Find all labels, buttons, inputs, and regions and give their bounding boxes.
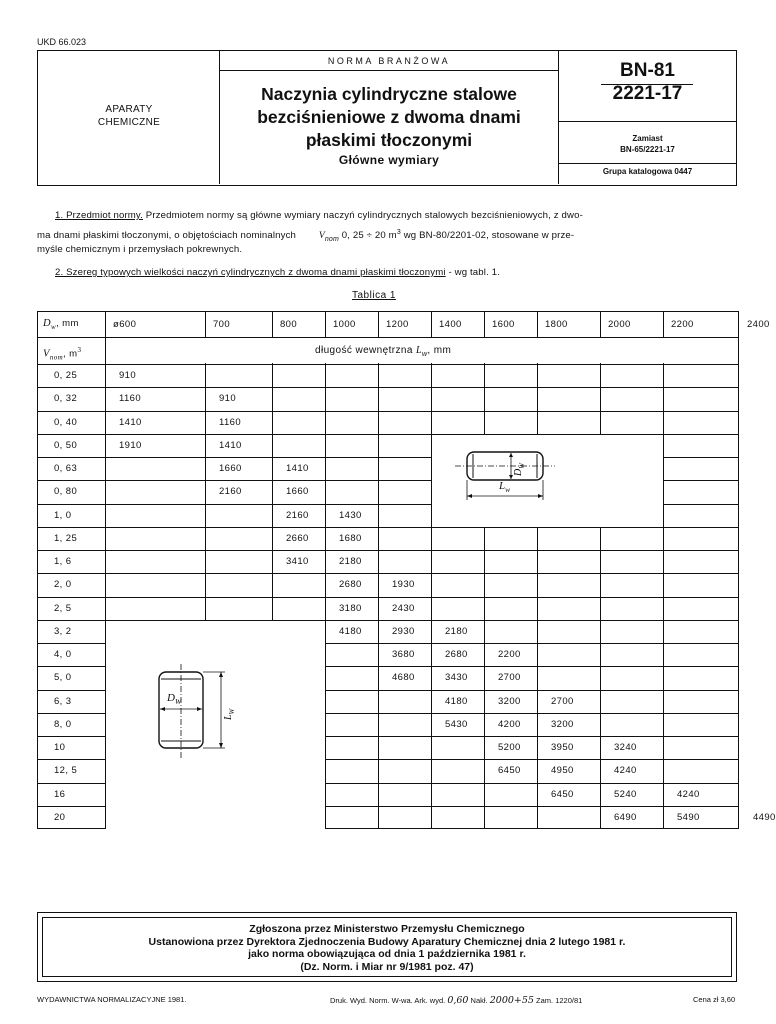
header-left-column	[38, 51, 220, 184]
diameter-unit: , mm	[56, 318, 79, 329]
length-value: 6450	[498, 765, 521, 777]
diameter-value-0: ø600	[113, 319, 137, 330]
approval-line-1: Zgłoszona przez Ministerstwo Przemysłu Chemicznego	[249, 923, 525, 935]
volume-value: 1, 0	[54, 509, 72, 521]
length-value: 3180	[339, 602, 362, 614]
diameter-value-1: 700	[213, 319, 231, 330]
length-value: 5200	[498, 742, 521, 753]
diameter-value-7: 1800	[545, 319, 568, 330]
row-divider	[37, 597, 739, 598]
length-value: 3680	[392, 649, 415, 660]
length-value: 4180	[339, 625, 362, 637]
print-info-text: Nakł.	[468, 996, 490, 1005]
volume-header	[43, 344, 81, 364]
length-value: 2180	[445, 625, 468, 637]
column-divider	[431, 311, 432, 829]
volume-value: 12, 5	[54, 765, 78, 777]
length-header-label	[315, 345, 451, 358]
header-box	[37, 50, 737, 186]
paragraph-text: Przedmiotem normy są główne wymiary naczyń cylindrycznych stalowych bezciśnieniowych, z dwo-	[142, 210, 583, 221]
figure2-diameter-label	[167, 692, 181, 706]
row-divider	[37, 411, 739, 412]
volume-value: 2, 5	[54, 602, 72, 614]
length-value: 1410	[286, 463, 309, 474]
table-title: Tablica 1	[352, 290, 396, 301]
row-divider	[37, 573, 739, 574]
length-value: 1660	[286, 486, 309, 498]
document-title	[220, 83, 558, 152]
volume-symbol: V	[43, 348, 50, 360]
length-value: 4180	[445, 695, 468, 707]
length-value: 4490	[753, 811, 776, 823]
publisher: WYDAWNICTWA NORMALIZACYJNE 1981.	[37, 995, 187, 1004]
row-divider	[37, 387, 739, 388]
print-info-text: Druk. Wyd. Norm. W-wa. Ark. wyd.	[330, 996, 448, 1005]
length-value: 910	[219, 393, 237, 405]
header-right-column	[558, 51, 735, 184]
approval-line-4: (Dz. Norm. i Miar nr 9/1981 poz. 47)	[300, 960, 474, 973]
dimensions-table	[37, 311, 776, 829]
replaces-value: BN-65/2221-17	[620, 145, 675, 154]
paragraph-1-line-1	[55, 208, 745, 224]
volume-value: 4, 0	[54, 649, 72, 660]
length-value: 1410	[119, 416, 142, 428]
norm-number-line-2: 2221-17	[612, 83, 683, 104]
length-value: 3200	[498, 695, 521, 707]
category-label	[38, 103, 220, 129]
length-value: 1160	[219, 416, 242, 428]
length-value: 2660	[286, 532, 309, 544]
section-1-heading: 1. Przedmiot normy.	[55, 210, 143, 221]
length-symbol: L	[415, 345, 422, 356]
volume-value: 0, 50	[54, 439, 78, 451]
length-value: 5490	[677, 811, 700, 823]
norma-type: NORMA BRANŻOWA	[220, 51, 558, 71]
figure-length-symbol: L	[499, 479, 506, 492]
length-value: 3240	[614, 742, 637, 753]
category-line-2: CHEMICZNE	[97, 117, 161, 128]
length-value: 3430	[445, 672, 468, 684]
length-value: 4240	[614, 765, 637, 777]
volume-symbol: V	[318, 230, 325, 242]
length-value: 1660	[219, 463, 242, 474]
column-divider	[325, 311, 326, 829]
length-value: 910	[119, 370, 137, 381]
length-unit: , mm	[427, 345, 452, 356]
figure2-length-subscript: W	[228, 708, 236, 715]
volume-unit-exponent: 3	[77, 346, 82, 354]
volume-value: 0, 25	[54, 370, 78, 381]
row-divider	[37, 527, 739, 528]
section-2-heading: 2. Szereg typowych wielkości naczyń cylindrycznych z dwoma dnami płaskimi tłoczonymi	[55, 267, 446, 278]
row-divider	[37, 364, 739, 365]
document-subtitle: Główne wymiary	[338, 153, 440, 167]
length-value: 2200	[498, 649, 521, 660]
column-divider	[484, 311, 485, 829]
volume-value: 6, 3	[54, 695, 72, 707]
length-value: 4950	[551, 765, 574, 777]
diameter-value-3: 1000	[333, 319, 356, 330]
paragraph-text: ma dnami płaskimi tłoczonymi, o objętościach nominalnych	[37, 230, 297, 242]
volume-value: 3, 2	[54, 625, 72, 637]
length-value: 2700	[551, 695, 574, 707]
length-value: 2680	[339, 579, 362, 591]
catalog-group: Grupa katalogowa 0447	[602, 167, 693, 176]
approval-inner-frame	[42, 917, 732, 977]
print-run-value: 2000+55	[489, 995, 534, 1006]
diameter-header	[43, 318, 79, 333]
paragraph-text: wg BN-80/2201-02, stosowane w prze-	[400, 230, 575, 242]
length-value: 1410	[219, 439, 242, 451]
figure-length-subscript: w	[505, 484, 511, 494]
length-value: 4680	[392, 672, 415, 684]
diameter-symbol: D	[43, 318, 51, 329]
column-divider	[663, 311, 664, 829]
norm-number-rule	[601, 84, 693, 85]
length-value: 1930	[392, 579, 415, 591]
figure-diameter-symbol: D	[513, 468, 524, 476]
volume-value: 10	[54, 742, 66, 753]
length-value: 3410	[286, 556, 309, 567]
length-value: 5430	[445, 718, 468, 730]
length-header-text: długość wewnętrzna	[315, 345, 416, 356]
length-value: 4240	[677, 788, 700, 800]
horizontal-vessel-figure	[451, 442, 591, 517]
approval-line-3: jako norma obowiązująca od dnia 1 października 1981 r.	[248, 948, 526, 960]
volume-value: 8, 0	[54, 718, 72, 730]
diameter-value-10: 2400	[747, 319, 770, 330]
volume-value: 0, 63	[54, 463, 78, 474]
diameter-value-5: 1400	[439, 319, 462, 330]
divider	[559, 121, 736, 122]
diameter-value-9: 2200	[671, 319, 694, 330]
length-value: 5240	[614, 788, 637, 800]
approval-line-2: Ustanowiona przez Dyrektora Zjednoczenia Budowy Aparatury Chemicznej dnia 2 lutego 1981 r.	[148, 935, 626, 948]
volume-value: 20	[54, 811, 66, 823]
title-line-2: bezciśnieniowe z dwoma dnami	[257, 107, 521, 127]
price: Cena zł 3,60	[693, 995, 736, 1004]
length-value: 1680	[339, 532, 362, 544]
paragraph-1-line-3: myśle chemicznym i przemysłach pokrewnych.	[37, 244, 243, 255]
length-value: 3950	[551, 742, 574, 753]
norm-number-line-1: BN-81	[620, 60, 675, 81]
length-value: 2430	[392, 602, 415, 614]
print-info-text: Zam. 1220/81	[533, 996, 583, 1005]
length-value: 4200	[498, 718, 521, 730]
volume-unit: , m	[63, 348, 78, 360]
length-value: 2160	[219, 486, 242, 498]
divider	[559, 163, 736, 164]
length-value: 2700	[498, 672, 521, 684]
length-value: 2160	[286, 509, 309, 521]
volume-value: 1, 6	[54, 556, 72, 567]
print-info	[330, 995, 582, 1006]
norm-number	[559, 59, 736, 105]
unit-exponent: 3	[396, 229, 401, 236]
volume-value: 1, 25	[54, 532, 78, 544]
approval-text	[43, 923, 731, 973]
paragraph-text: 0, 25 ÷ 20 m	[338, 230, 397, 242]
figure2-diameter-symbol: D	[167, 692, 175, 705]
figure2-length-symbol: L	[223, 714, 234, 721]
column-divider	[600, 311, 601, 829]
paragraph-text: - wg tabl. 1.	[445, 267, 500, 278]
diameter-value-6: 1600	[492, 319, 515, 330]
ukd-code: UKD 66.023	[37, 37, 87, 47]
title-line-3: płaskimi tłoczonymi	[305, 130, 473, 150]
length-value: 2680	[445, 649, 468, 660]
diameter-subscript: w	[50, 323, 57, 332]
column-divider	[537, 311, 538, 829]
length-value: 1430	[339, 509, 362, 521]
paragraph-2	[55, 265, 745, 281]
length-value: 6490	[614, 811, 637, 823]
row-divider	[37, 550, 739, 551]
title-line-1: Naczynia cylindryczne stalowe	[261, 84, 517, 104]
length-value: 2180	[339, 556, 362, 567]
figure2-diameter-subscript: W	[174, 697, 182, 707]
volume-value: 5, 0	[54, 672, 72, 684]
replaces-note	[559, 133, 736, 155]
figure2-length-label	[223, 709, 236, 720]
volume-subscript: nom	[324, 236, 339, 244]
length-subscript: w	[421, 351, 428, 358]
print-sheets-value: 0,60	[447, 995, 469, 1006]
figure-length-label	[499, 480, 510, 494]
diameter-value-4: 1200	[386, 319, 409, 330]
length-value: 6450	[551, 788, 574, 800]
replaces-label: Zamiast	[632, 134, 663, 143]
figure-diameter-label	[513, 463, 526, 476]
length-value: 3200	[551, 718, 574, 730]
length-value: 1910	[119, 439, 142, 451]
column-divider	[378, 311, 379, 829]
volume-value: 2, 0	[54, 579, 72, 591]
volume-value: 0, 32	[54, 393, 78, 405]
volume-value: 16	[54, 788, 66, 800]
diameter-value-8: 2000	[608, 319, 631, 330]
figure-diameter-subscript: W	[518, 462, 526, 469]
volume-subscript: nom	[49, 353, 64, 362]
length-value: 2930	[392, 625, 415, 637]
approval-box	[37, 912, 737, 982]
length-value: 1160	[119, 393, 142, 405]
diameter-value-2: 800	[280, 319, 298, 330]
volume-value: 0, 40	[54, 416, 78, 428]
category-line-1: APARATY	[105, 104, 153, 115]
volume-value: 0, 80	[54, 486, 78, 498]
